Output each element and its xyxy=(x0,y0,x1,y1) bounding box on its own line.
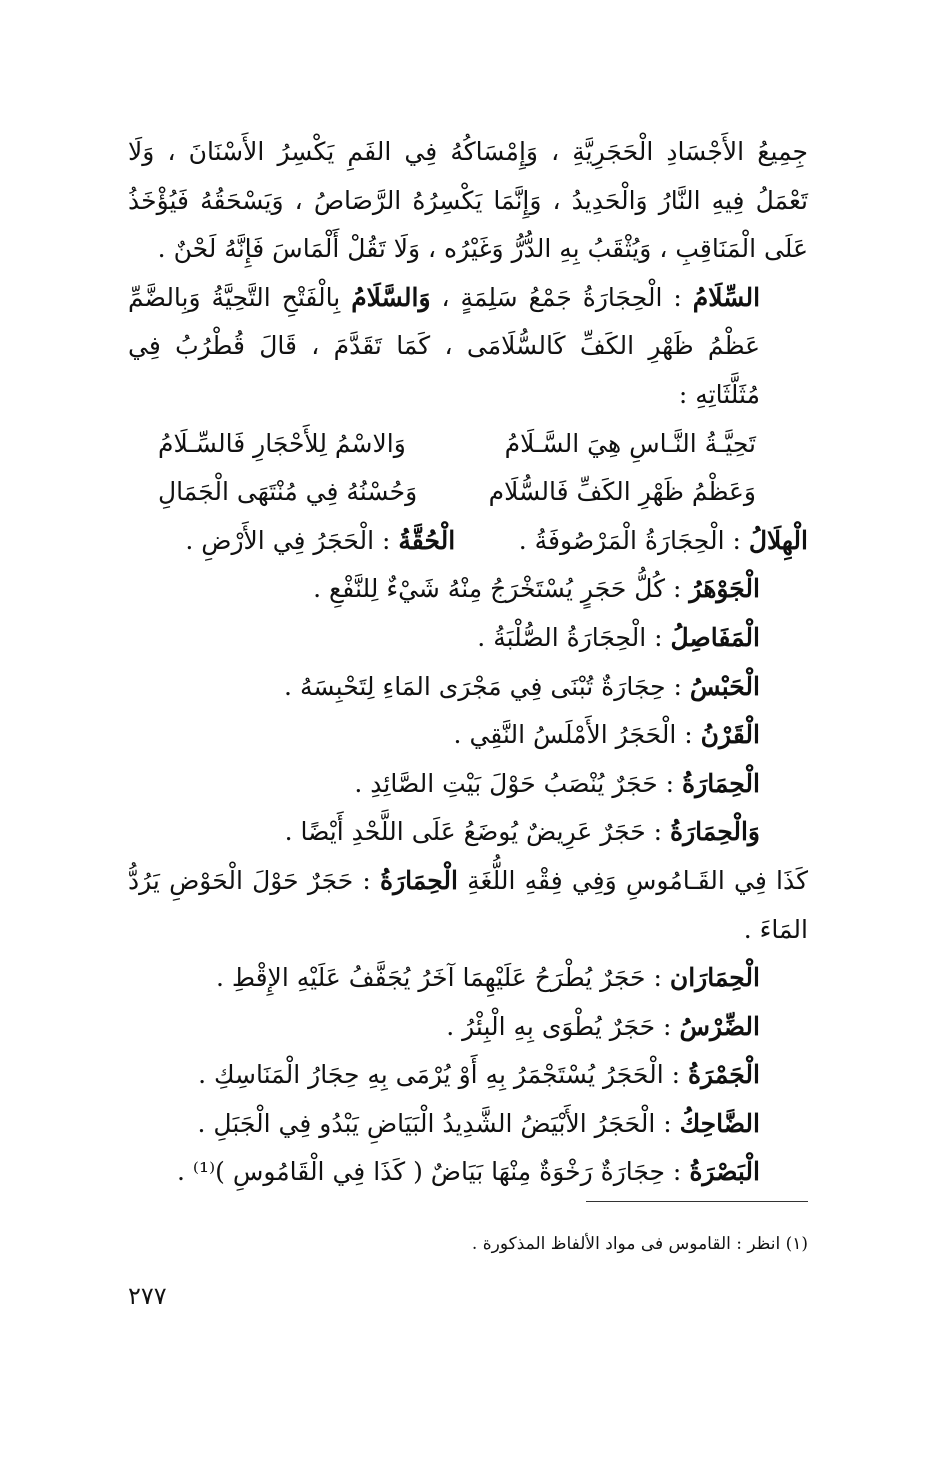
entry xyxy=(128,1148,808,1197)
entry-term: الضَّاحِكُ xyxy=(679,1108,760,1138)
entry-def: : حَجَرٌ يُطْرَحُ عَلَيْهِمَا آخَرُ يُجَفَّفُ عَلَيْهِ الإِقْطِ . xyxy=(215,963,670,993)
entry-term: الْحِمَارَةُ xyxy=(682,768,760,798)
entry-term: الضِّرْسُ xyxy=(679,1011,760,1041)
entry-def: : حَجَرٌ يُطْوَى بِهِ الْبِئْرُ . xyxy=(446,1011,680,1041)
qamus-text: كَذَا فِي القَـامُوسِ وَفِي فِقْهِ اللُّغَةِ xyxy=(457,865,808,895)
intro-line: وَيُثْقَبُ بِهِ الدُّرُّ وَغَيْرُه ، وَلَا تَقُلْ أَلْمَاسَ فَإِنَّهُ لَحْنٌ . xyxy=(157,234,652,264)
entry-def: : الْحَجَرُ الأَبْيَضُ الشَّدِيدُ الْبَيَاضِ يَبْدُو فِي الْجَبَلِ . xyxy=(197,1108,680,1138)
entry-def: : الْحَجَرُ الأَمْلَسُ النَّقِي . xyxy=(453,720,701,750)
main-text xyxy=(128,128,808,1197)
footnote-divider xyxy=(586,1201,808,1202)
entry-def: : الْحَجَرُ يُسْتَجْمَرُ بِهِ أَوْ يُرْمَى بِهِ حِجَارُ الْمَنَاسِكِ . xyxy=(198,1060,688,1090)
term-huqqa: الْحُقَّةُ xyxy=(398,525,456,555)
hilal-line xyxy=(128,517,808,566)
entry-term: الْمَفَاصِلُ xyxy=(670,622,760,652)
entry-def: : حَجَرٌ عَرِيضٌ يُوضَعُ عَلَى اللَّحْدِ أَيْضًا . xyxy=(284,817,670,847)
term-salam: السِّلَامُ xyxy=(692,282,761,312)
salam-text-2: بِالْفَتْحِ التَّحِيَّةُ وَبِالضَّمِّ عَظْمُ ظَهْرِ الكَفِّ كَالسُّلَامَى ، كَمَا تَقَدَّمَ ، قَالَ قُطْرُبُ فِي مُثَلَّثَاتِهِ : xyxy=(128,282,760,409)
salam-text: : الْحِجَارَةُ جَمْعُ سَلِمَةٍ ، xyxy=(430,282,693,312)
verse-hemistich: وَحُسْنُهُ فِي مُنْتَهَى الْجَمَالِ xyxy=(158,477,418,507)
term-hilal: الْهِلَالُ xyxy=(748,525,808,555)
entry-term: الْحَبْسُ xyxy=(689,671,760,701)
intro-line: النَّارُ وَالْحَدِيدُ ، وَإِنَّمَا يَكْسِرُهُ الرَّصَاصُ ، وَيَسْحَقُهُ فَيُؤْخَذُ عَلَى الْمَنَاقِبِ ، xyxy=(128,185,808,264)
qamus-paragraph xyxy=(128,857,808,954)
entry xyxy=(128,1003,808,1052)
verse-hemistich: وَعَظْمُ ظَهْرِ الكَفِّ فَالسُّلَام xyxy=(488,477,756,507)
footnote: (١) انظر : القاموس فى مواد الألفاظ المذكورة . xyxy=(471,1234,808,1254)
entry-term: الْحِمَارَان xyxy=(669,963,760,993)
entry xyxy=(128,760,808,809)
entry xyxy=(128,808,808,857)
term-himara: الْحِمَارَةُ xyxy=(380,865,458,895)
verse-line xyxy=(128,420,808,469)
entry xyxy=(128,711,808,760)
entry-def: : كُلُّ حَجَرٍ يُسْتَخْرَجُ مِنْهُ شَيْءٌ لِلنَّفْعِ . xyxy=(313,574,690,604)
hilal-def: : الْحِجَارَةُ الْمَرْصُوفَةُ . xyxy=(518,525,749,555)
entry-def: : حِجَارَةٌ رَخْوَةٌ مِنْهَا بَيَاضٌ ( كَذَا فِي الْقَامُوسِ )⁽¹⁾ . xyxy=(176,1157,690,1187)
entry-term: الْجَمْرَةُ xyxy=(687,1060,760,1090)
entry xyxy=(128,565,808,614)
intro-line: جِمِيعُ الأَجْسَادِ الْحَجَرِيَّةِ ، وَإِمْسَاكُهُ فِي الفَمِ يَكْسِرُ الأَسْنَانَ ، وَلَا تَعْمَلُ فِيهِ xyxy=(128,137,808,215)
term-wassalam: وَالسَّلَامُ xyxy=(351,282,431,312)
entry xyxy=(128,954,808,1003)
huqqa-def: : الْحَجَرُ فِي الأَرْضِ . xyxy=(185,525,399,555)
verse-hemistich: تَحِيَّـةُ النَّـاسِ هِيَ السَّـلَامُ xyxy=(504,428,756,458)
entry-term: وَالْحِمَارَةُ xyxy=(669,817,760,847)
verse-hemistich: وَالاسْمُ لِلأَحْجَارِ فَالسِّـلَامُ xyxy=(158,428,406,458)
entry-term: الْجَوْهَرُ xyxy=(689,574,760,604)
entry-def: : حَجَرٌ يُنْصَبُ حَوْلَ بَيْتِ الصَّائِدِ . xyxy=(354,768,683,798)
entry xyxy=(128,614,808,663)
entry-def: : حِجَارَةٌ تُبْنَى فِي مَجْرَى المَاءِ لِتَحْبِسَهُ . xyxy=(284,671,690,701)
salam-paragraph xyxy=(128,274,808,420)
entry-term: الْقَرْنُ xyxy=(700,720,760,750)
entry xyxy=(128,663,808,712)
entry-def: : الْحِجَارَةُ الصُّلْبَةُ . xyxy=(477,622,671,652)
entry xyxy=(128,1051,808,1100)
verse-line xyxy=(128,468,808,517)
entry xyxy=(128,1100,808,1149)
entry-term: الْبَصْرَةُ xyxy=(689,1157,760,1187)
intro-paragraph xyxy=(128,128,808,274)
page-number: ٢٧٧ xyxy=(128,1282,167,1310)
qamus-text-2: : حَجَرٌ حَوْلَ الْحَوْضِ يَرُدُّ المَاءَ . xyxy=(128,865,808,944)
